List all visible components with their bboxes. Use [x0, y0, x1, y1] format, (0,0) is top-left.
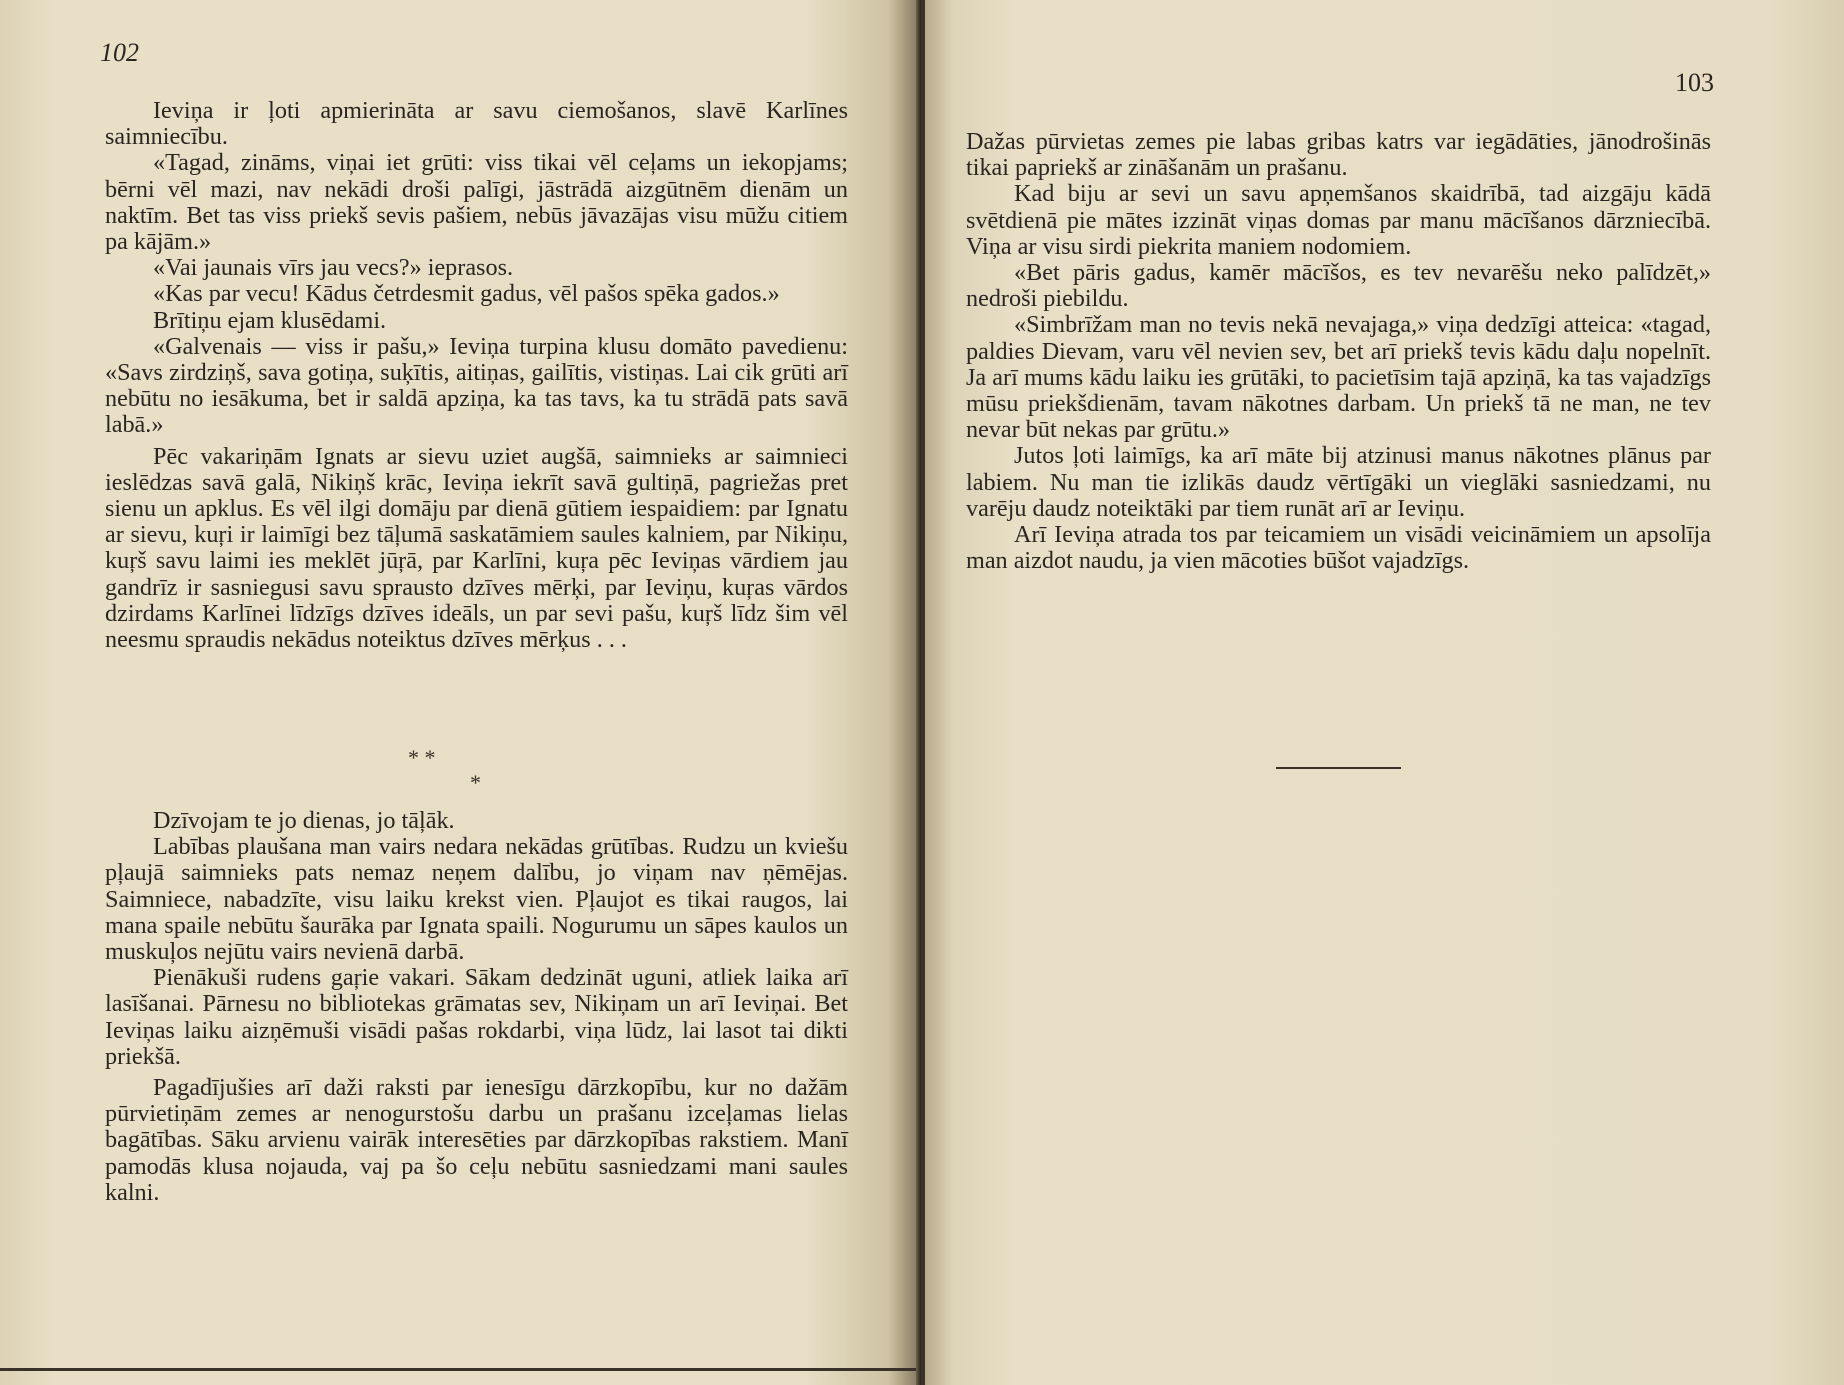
- section-break-stars-bottom: *: [470, 770, 481, 795]
- paragraph: «Simbrīžam man no tevis nekā nevajaga,» viņa dedzīgi atteica: «tagad, paldies Dievam, varu vēl nevien sev, bet arī priekš tevis kādu daļu nopelnīt. Ja arī mums kādu laiku ies grūtāki, to pacietīsim tajā apziņā, ka tas vajadzīgs mūsu priekšdienām, tavam nākotnes darbam. Un priekš tā ne man, ne tev nevar būt nekas par grūtu.»: [966, 311, 1711, 444]
- paragraph: Dzīvojam te jo dienas, jo tāļāk.: [153, 807, 455, 834]
- paragraph: «Vai jaunais vīrs jau vecs?» ieprasos.: [153, 254, 514, 282]
- paragraph: Pienākuši rudens gaŗie vakari. Sākam dedzināt uguni, atliek laika arī lasīšanai. Pārnesu no bibliotekas grāmatas sev, Nikiņam un arī Ieviņai. Bet Ieviņas laiku aizņēmuši visādi pašas rokdarbi, viņa lūdz, lai lasot tai dikti priekšā.: [105, 964, 848, 1070]
- paragraph: «Galvenais — viss ir pašu,» Ieviņa turpina klusu domāto pavedienu: «Savs zirdziņš, sava gotiņa, suķītis, aitiņas, gailītis, vistiņas. Lai cik grūti arī nebūtu no iesākuma, bet ir saldā apziņa, ka tas tavs, ka tu strādā pats savā labā.»: [105, 332, 848, 439]
- paragraph: Pagadījušies arī daži raksti par ienesīgu dārzkopību, kur no dažām pūrvietiņām zemes ar nenogurstošu darbu un prašanu izceļamas lielas bagātības. Sāku arvienu vairāk interesēties par dārzkopības rakstiem. Manī pamodās klusa nojauda, vaj pa šo ceļu nebūtu sasniedzami mani saules kalni.: [105, 1074, 848, 1206]
- paragraph: Pēc vakariņām Ignats ar sievu uziet augšā, saimnieks ar saimnieci ieslēdzas savā galā, Nikiņš krāc, Ieviņa iekrīt savā gultiņā, pagriežas pret sienu un apklus. Es vēl ilgi domāju par dienā gūtiem iespaidiem: par Ignatu ar sievu, kuŗi ir laimīgi bez tāļumā saskatāmiem saules kalniem, par Nikiņu, kuŗš savu laimi ies meklēt jūŗā, par Karlīni, kuŗa pēc Ieviņas vārdiem jau gandrīz ir sasniegusi savu sprausto dzīves mērķi, par Ieviņu, kuŗas vārdos dzirdams Karlīnei līdzīgs dzīves ideāls, un par sevi pašu, kuŗš līdz šim vēl neesmu spraudis nekādus noteiktus dzīves mērķus . . .: [105, 442, 848, 654]
- section-break-stars-top: * *: [408, 745, 436, 770]
- paragraph: Brītiņu ejam klusēdami.: [153, 306, 387, 334]
- page-number-left: 102: [100, 38, 139, 67]
- paragraph: Ieviņa ir ļoti apmierināta ar savu ciemošanos, slavē Karlīnes saimniecību.: [105, 97, 848, 151]
- right-text-block: [966, 129, 1711, 574]
- page-number-right: 103: [1675, 68, 1714, 97]
- end-rule: [1276, 767, 1401, 769]
- paragraph: «Kas par vecu! Kādus četrdesmit gadus, vēl pašos spēka gados.»: [153, 280, 780, 308]
- left-page: [0, 0, 918, 1385]
- paragraph: Kad biju ar sevi un savu apņemšanos skaidrībā, tad aizgāju kādā svētdienā pie mātes izzināt viņas domas par manu mācīšanos dārzniecībā. Viņa ar visu sirdi piekrita maniem nodomiem.: [966, 180, 1711, 260]
- left-text-block-2: [105, 808, 848, 1206]
- left-text-block-1: [105, 98, 848, 653]
- paragraph: Jutos ļoti laimīgs, ka arī māte bij atzinusi manus nākotnes plānus par labiem. Nu man tie izlikās daudz vērtīgāki un vieglāki sasniedzami, nu varēju daudz noteiktāki par tiem runāt arī ar Ieviņu.: [966, 442, 1711, 522]
- page-edge-line: [0, 1368, 918, 1371]
- paragraph: Arī Ieviņa atrada tos par teicamiem un visādi veicināmiem un apsolīja man aizdot naudu, ja vien mācoties būšot vajadzīgs.: [966, 521, 1711, 575]
- paragraph: «Bet pāris gadus, kamēr mācīšos, es tev nevarēšu neko palīdzēt,» nedroši piebildu.: [966, 259, 1711, 313]
- paragraph: «Tagad, zināms, viņai iet grūti: viss tikai vēl ceļams un iekopjams; bērni vēl mazi, nav nekādi droši palīgi, jāstrādā aizgūtnēm dienām un naktīm. Bet tas viss priekš sevis pašiem, nebūs jāvazājas visu mūžu citiem pa kājām.»: [105, 149, 848, 256]
- paragraph: Labības plaušana man vairs nedara nekādas grūtības. Rudzu un kviešu pļaujā saimnieks pats nemaz neņem dalību, jo viņam nav ņēmējas. Saimniece, nabadzīte, visu laiku krekst vien. Pļaujot es tikai raugos, lai mana spaile nebūtu šaurāka par Ignata spaili. Nogurumu un sāpes kaulos un muskuļos nejūtu vairs nevienā darbā.: [105, 833, 848, 966]
- paragraph: Dažas pūrvietas zemes pie labas gribas katrs var iegādāties, jānodrošinās tikai papriekš ar zināšanām un prašanu.: [966, 128, 1711, 182]
